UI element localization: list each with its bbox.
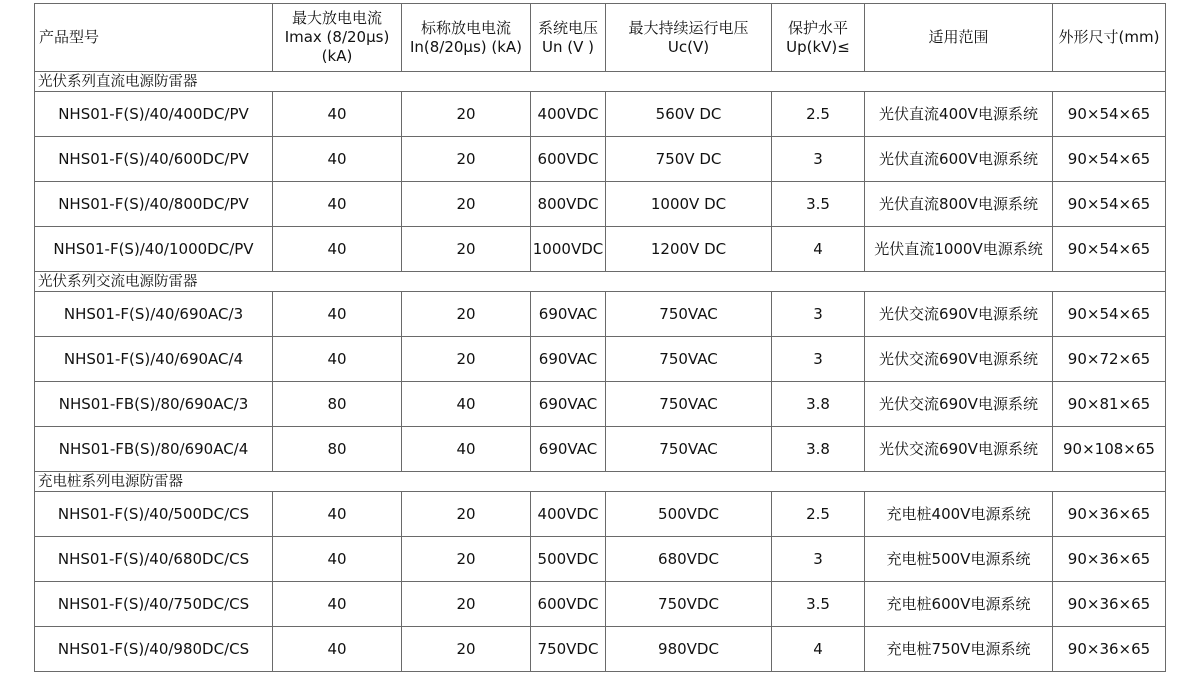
table-row <box>35 627 1166 672</box>
cell-up: 3.5 <box>772 582 865 627</box>
cell-uc: 750VAC <box>606 382 772 427</box>
header-line: Uc(V) <box>667 37 710 56</box>
header-line: Imax (8/20μs) <box>284 28 390 46</box>
cell-size: 90×108×65 <box>1053 427 1166 472</box>
header-imax <box>273 4 402 72</box>
cell-size: 90×81×65 <box>1053 382 1166 427</box>
cell-scope: 充电桩400V电源系统 <box>865 492 1053 537</box>
cell-model: NHS01-FB(S)/80/690AC/4 <box>35 427 273 472</box>
cell-un: 400VDC <box>531 492 606 537</box>
header-line: Un (V ) <box>542 37 594 56</box>
header-uc <box>606 4 772 72</box>
cell-in: 20 <box>402 92 531 137</box>
cell-imax: 40 <box>273 627 402 672</box>
cell-in: 20 <box>402 137 531 182</box>
cell-uc: 560V DC <box>606 92 772 137</box>
cell-in: 20 <box>402 337 531 382</box>
cell-uc: 1000V DC <box>606 182 772 227</box>
header-up <box>772 4 865 72</box>
cell-uc: 750VDC <box>606 582 772 627</box>
header-line: In(8/20μs) (kA) <box>409 37 523 56</box>
header-model <box>35 4 273 72</box>
table-body <box>35 72 1166 672</box>
cell-scope: 光伏直流600V电源系统 <box>865 137 1053 182</box>
cell-scope: 光伏交流690V电源系统 <box>865 427 1053 472</box>
cell-size: 90×36×65 <box>1053 627 1166 672</box>
cell-model: NHS01-F(S)/40/600DC/PV <box>35 137 273 182</box>
cell-size: 90×54×65 <box>1053 227 1166 272</box>
cell-up: 2.5 <box>772 492 865 537</box>
header-line: (kA) <box>321 47 353 65</box>
cell-scope: 光伏交流690V电源系统 <box>865 337 1053 382</box>
cell-in: 40 <box>402 427 531 472</box>
cell-in: 20 <box>402 492 531 537</box>
cell-uc: 1200V DC <box>606 227 772 272</box>
cell-imax: 40 <box>273 182 402 227</box>
cell-uc: 750VAC <box>606 427 772 472</box>
cell-un: 690VAC <box>531 337 606 382</box>
cell-up: 3.8 <box>772 427 865 472</box>
cell-scope: 充电桩500V电源系统 <box>865 537 1053 582</box>
cell-imax: 80 <box>273 427 402 472</box>
header-line: 系统电压 <box>537 18 598 37</box>
cell-imax: 40 <box>273 92 402 137</box>
cell-imax: 40 <box>273 582 402 627</box>
cell-uc: 750VAC <box>606 292 772 337</box>
header-un <box>531 4 606 72</box>
header-line: 产品型号 <box>39 28 100 46</box>
cell-model: NHS01-F(S)/40/500DC/CS <box>35 492 273 537</box>
cell-imax: 40 <box>273 492 402 537</box>
cell-model: NHS01-F(S)/40/980DC/CS <box>35 627 273 672</box>
cell-size: 90×36×65 <box>1053 492 1166 537</box>
cell-size: 90×72×65 <box>1053 337 1166 382</box>
cell-up: 4 <box>772 227 865 272</box>
cell-un: 690VAC <box>531 382 606 427</box>
cell-un: 750VDC <box>531 627 606 672</box>
table-row <box>35 92 1166 137</box>
cell-in: 20 <box>402 582 531 627</box>
table-header <box>35 4 1166 72</box>
cell-in: 20 <box>402 627 531 672</box>
table-row <box>35 337 1166 382</box>
cell-size: 90×54×65 <box>1053 137 1166 182</box>
table-row <box>35 382 1166 427</box>
cell-un: 400VDC <box>531 92 606 137</box>
cell-model: NHS01-F(S)/40/750DC/CS <box>35 582 273 627</box>
cell-scope: 光伏交流690V电源系统 <box>865 292 1053 337</box>
table-row <box>35 292 1166 337</box>
cell-in: 20 <box>402 227 531 272</box>
cell-un: 690VAC <box>531 292 606 337</box>
table-row <box>35 227 1166 272</box>
cell-in: 20 <box>402 537 531 582</box>
header-line: 最大放电电流 <box>291 9 382 27</box>
cell-model: NHS01-F(S)/40/400DC/PV <box>35 92 273 137</box>
table-row <box>35 182 1166 227</box>
cell-imax: 40 <box>273 337 402 382</box>
header-line: 最大持续运行电压 <box>628 18 749 37</box>
cell-model: NHS01-FB(S)/80/690AC/3 <box>35 382 273 427</box>
cell-model: NHS01-F(S)/40/680DC/CS <box>35 537 273 582</box>
table-row <box>35 492 1166 537</box>
cell-uc: 750VAC <box>606 337 772 382</box>
cell-uc: 500VDC <box>606 492 772 537</box>
header-line: 保护水平 <box>787 18 848 37</box>
cell-un: 1000VDC <box>531 227 606 272</box>
cell-imax: 80 <box>273 382 402 427</box>
cell-up: 3 <box>772 537 865 582</box>
group-title: 充电桩系列电源防雷器 <box>35 472 1166 492</box>
cell-up: 3 <box>772 337 865 382</box>
header-row <box>35 4 1166 72</box>
cell-model: NHS01-F(S)/40/690AC/3 <box>35 292 273 337</box>
cell-up: 3 <box>772 137 865 182</box>
cell-imax: 40 <box>273 537 402 582</box>
cell-imax: 40 <box>273 292 402 337</box>
group-row <box>35 472 1166 492</box>
group-row <box>35 272 1166 292</box>
spec-table <box>34 3 1166 672</box>
cell-un: 690VAC <box>531 427 606 472</box>
table-row <box>35 537 1166 582</box>
header-line: 外形尺寸(mm) <box>1058 28 1160 46</box>
group-title: 光伏系列交流电源防雷器 <box>35 272 1166 292</box>
table-row <box>35 582 1166 627</box>
header-line: 适用范围 <box>928 28 989 46</box>
cell-uc: 980VDC <box>606 627 772 672</box>
header-line: Up(kV)≤ <box>786 37 850 56</box>
cell-un: 800VDC <box>531 182 606 227</box>
cell-scope: 光伏直流800V电源系统 <box>865 182 1053 227</box>
header-line: 标称放电电流 <box>420 18 511 37</box>
cell-uc: 750V DC <box>606 137 772 182</box>
group-row <box>35 72 1166 92</box>
cell-size: 90×54×65 <box>1053 182 1166 227</box>
group-title: 光伏系列直流电源防雷器 <box>35 72 1166 92</box>
cell-scope: 充电桩600V电源系统 <box>865 582 1053 627</box>
cell-in: 40 <box>402 382 531 427</box>
cell-model: NHS01-F(S)/40/690AC/4 <box>35 337 273 382</box>
cell-un: 600VDC <box>531 137 606 182</box>
header-scope <box>865 4 1053 72</box>
cell-size: 90×36×65 <box>1053 582 1166 627</box>
cell-in: 20 <box>402 292 531 337</box>
cell-size: 90×54×65 <box>1053 292 1166 337</box>
cell-uc: 680VDC <box>606 537 772 582</box>
header-size <box>1053 4 1166 72</box>
cell-up: 3.5 <box>772 182 865 227</box>
cell-size: 90×36×65 <box>1053 537 1166 582</box>
cell-scope: 光伏交流690V电源系统 <box>865 382 1053 427</box>
cell-size: 90×54×65 <box>1053 92 1166 137</box>
cell-in: 20 <box>402 182 531 227</box>
table-row <box>35 137 1166 182</box>
header-in <box>402 4 531 72</box>
cell-un: 500VDC <box>531 537 606 582</box>
cell-up: 3 <box>772 292 865 337</box>
cell-un: 600VDC <box>531 582 606 627</box>
cell-scope: 充电桩750V电源系统 <box>865 627 1053 672</box>
cell-imax: 40 <box>273 227 402 272</box>
cell-up: 3.8 <box>772 382 865 427</box>
cell-model: NHS01-F(S)/40/800DC/PV <box>35 182 273 227</box>
table-row <box>35 427 1166 472</box>
cell-scope: 光伏直流400V电源系统 <box>865 92 1053 137</box>
cell-imax: 40 <box>273 137 402 182</box>
cell-up: 2.5 <box>772 92 865 137</box>
cell-up: 4 <box>772 627 865 672</box>
cell-scope: 光伏直流1000V电源系统 <box>865 227 1053 272</box>
cell-model: NHS01-F(S)/40/1000DC/PV <box>35 227 273 272</box>
